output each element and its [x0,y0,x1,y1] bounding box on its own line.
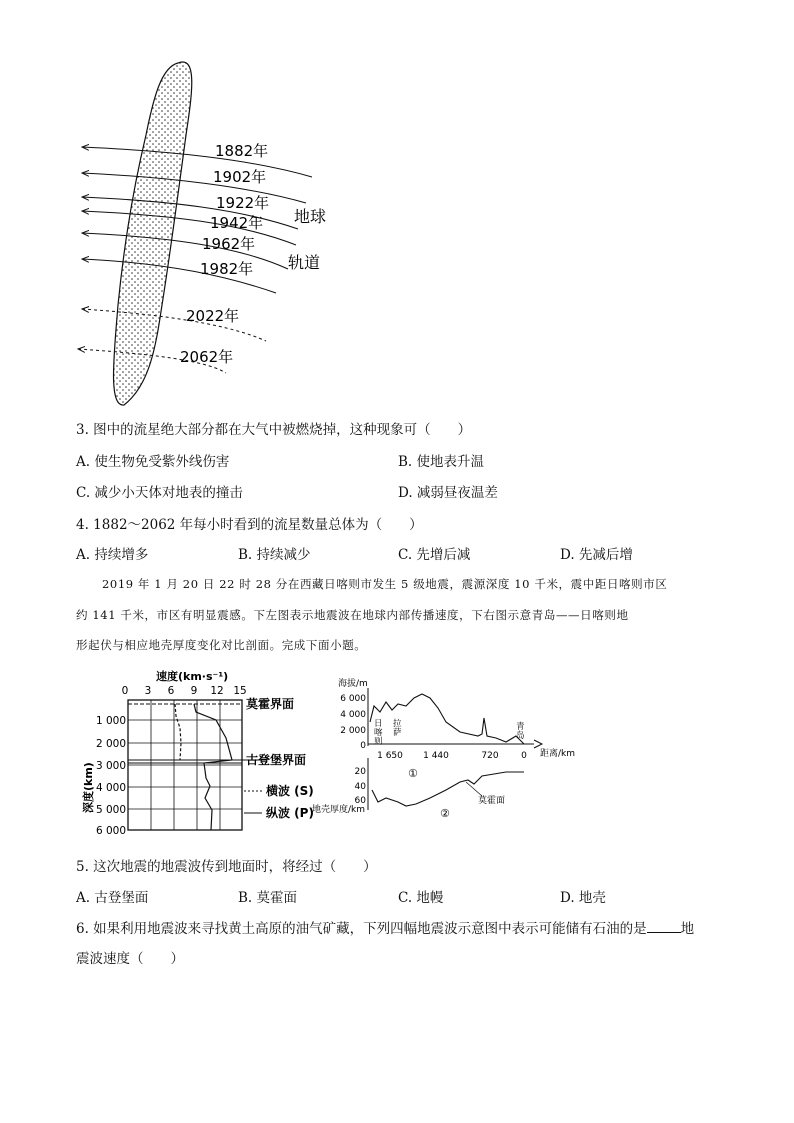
p-wave-legend: 纵波 (P) [266,806,314,820]
p-wave-curve [194,704,232,830]
q6-stem-line-2: 震波速度（ ） [76,951,184,967]
y-tick: 6 000 [95,825,126,837]
year-label: 1902年 [213,168,267,186]
x-tick: 12 [210,685,224,697]
q5-option-c[interactable]: C. 地幔 [398,890,444,906]
q3-option-d[interactable]: D. 减弱昼夜温差 [398,485,498,501]
earth-label: 地球 [294,207,327,226]
elev-tick: 4 000 [340,710,366,720]
x-tick: 9 [190,685,198,697]
marker-1: ① [408,767,418,780]
place-rikaze: 日喀则 [374,719,383,747]
orbit-1942 [82,211,296,245]
q4-stem: 4. 1882～2062 年每小时看到的流星数量总体为（ ） [76,517,423,533]
y-tick: 3 000 [95,760,126,772]
s-wave-legend: 横波 (S) [266,784,314,798]
passage-line-3: 形起伏与相应地壳厚度变化对比剖面。完成下面小题。 [76,638,367,652]
q5-stem: 5. 这次地震的地震波传到地面时，将经过（ ） [76,859,377,875]
y-tick: 5 000 [95,804,126,816]
q3-option-c[interactable]: C. 减少小天体对地表的撞击 [76,485,243,501]
y-tick: 4 000 [95,782,126,794]
q6-blank[interactable] [647,920,681,933]
elev-tick: 2 000 [340,726,366,736]
dist-tick: 0 [521,751,527,761]
year-label: 2022年 [186,307,240,325]
q4-option-a[interactable]: A. 持续增多 [76,547,149,563]
depth-tick: 20 [354,767,366,777]
elevation-title: 海拔/m [338,679,368,689]
passage-line-2: 约 141 千米，市区有明显震感。下左图表示地震波在地球内部传播速度，下右图示意青岛——日喀则地 [76,608,629,622]
year-label: 1982年 [200,260,254,278]
x-tick: 15 [233,685,247,697]
q3-option-a[interactable]: A. 使生物免受紫外线伤害 [76,454,230,470]
orbit-1882 [82,147,312,177]
place-qingdao: 青岛 [516,722,525,741]
depth-tick: 60 [354,796,366,806]
q4-option-b[interactable]: B. 持续减少 [238,547,311,563]
x-tick: 6 [167,685,175,697]
q5-option-b[interactable]: B. 莫霍面 [238,890,298,906]
gutenberg-label: 古登堡界面 [246,753,307,767]
y-tick: 2 000 [95,738,126,750]
elev-tick: 0 [360,741,366,751]
x-tick: 3 [144,685,152,697]
year-label: 2062年 [180,348,234,366]
elev-tick: 6 000 [340,694,366,704]
moho-face-label: 莫霍面 [478,796,506,806]
year-label: 1962年 [202,235,256,253]
marker-2: ② [440,807,450,820]
terrain-crust-profile [310,676,580,824]
year-label: 1942年 [210,214,264,232]
place-lasa: 拉萨 [393,719,402,738]
dist-tick: 1 440 [423,751,449,761]
q4-option-d[interactable]: D. 先减后增 [560,547,633,563]
wave-velocity-chart [76,668,326,840]
crust-thickness-label: 地壳厚度/km [312,805,366,815]
year-label: 1922年 [216,194,270,212]
q3-stem: 3. 图中的流星绝大部分都在大气中被燃烧掉，这种现象可（ ） [76,422,472,438]
q5-option-a[interactable]: A. 古登堡面 [76,890,149,906]
q4-option-c[interactable]: C. 先增后减 [398,547,471,563]
orbit-1962 [82,233,288,269]
depth-tick: 40 [354,782,366,792]
passage-line-1: 2019 年 1 月 20 日 22 时 28 分在西藏日喀则市发生 5 级地震，震源深度 10 千米，震中距日喀则市区 [102,577,668,591]
q5-option-d[interactable]: D. 地壳 [560,890,606,906]
q3-option-b[interactable]: B. 使地表升温 [398,454,485,470]
moho-label: 莫霍界面 [246,697,295,711]
orbit-label: 轨道 [288,253,321,272]
q6-stem-line-1 [76,917,694,937]
y-axis-label: 深度(km) [82,762,95,813]
chart-title: 速度(km·s⁻¹) [156,670,229,683]
meteor-orbit-figure [70,55,350,415]
dist-tick: 1 650 [377,751,403,761]
x-tick: 0 [121,685,129,697]
dist-tick: 720 [481,751,499,761]
q6-stem-a: 6. 如果利用地震波来寻找黄土高原的油气矿藏，下列四幅地震波示意图中表示可能储有石油的是 [76,921,647,937]
s-wave-curve [175,704,181,760]
y-tick: 1 000 [95,715,126,727]
q6-stem-b: 地 [680,921,695,937]
distance-label: 距离/km [540,749,576,759]
year-label: 1882年 [215,142,269,160]
